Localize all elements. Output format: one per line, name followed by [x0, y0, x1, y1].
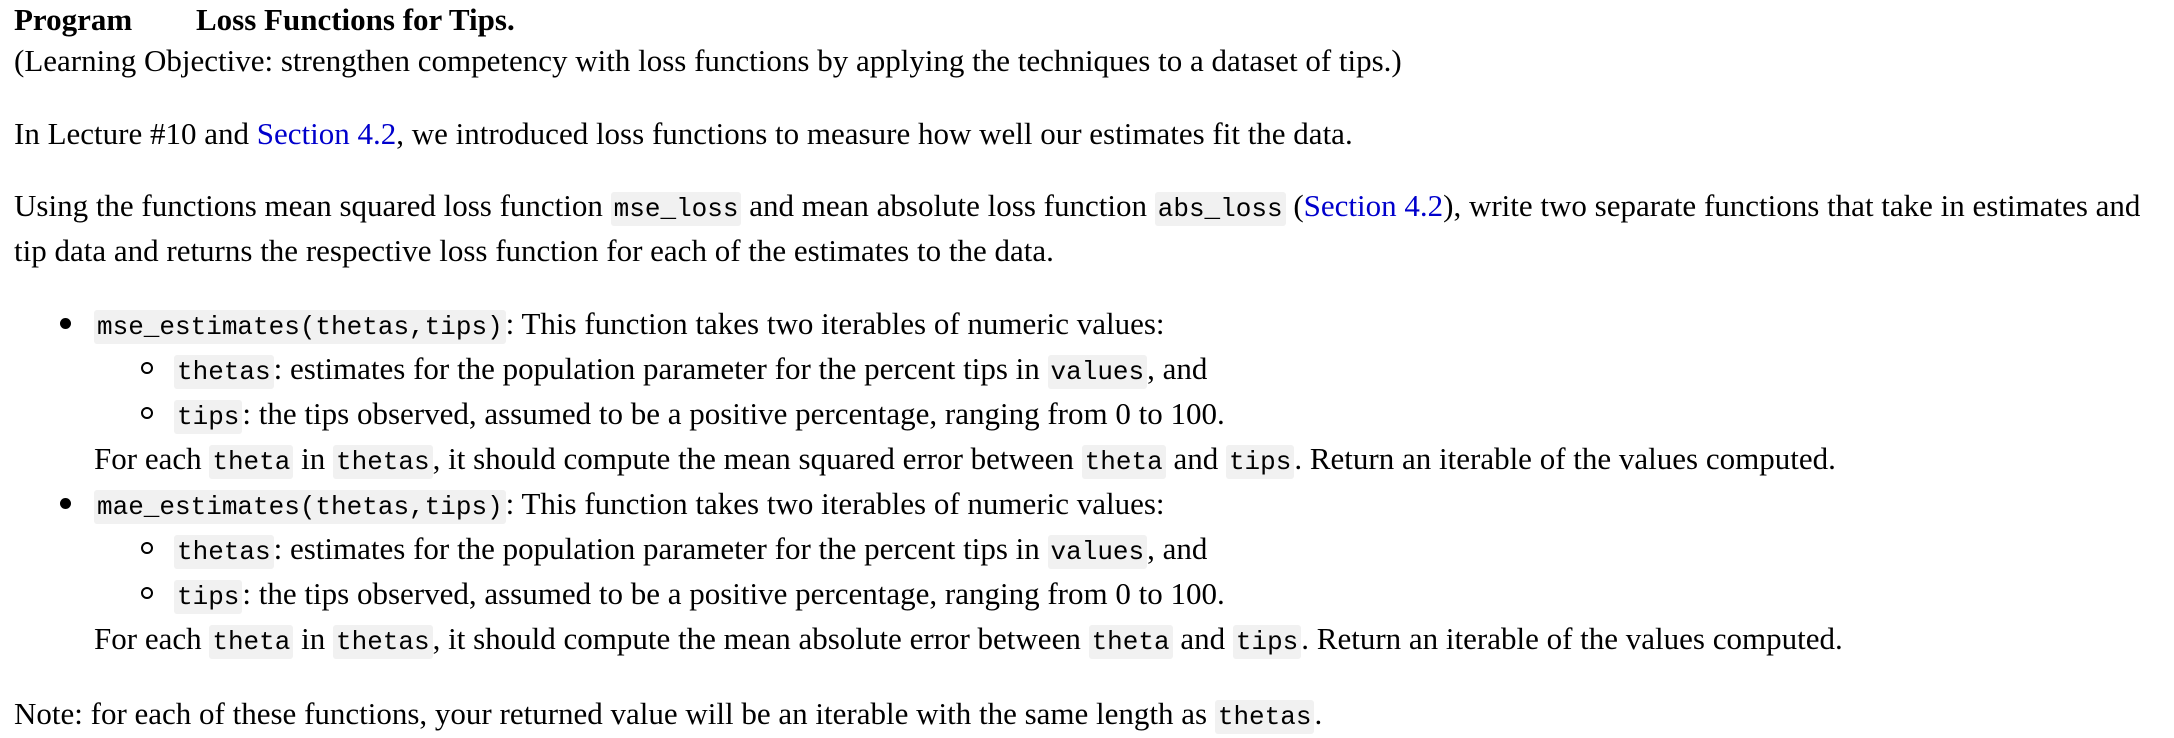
- program-label: Program: [14, 2, 133, 37]
- function-item-mse: mse_estimates(thetas,tips): This function takes two iterables of numeric values: thetas: estimates for the population parameter for the percent tips in values, and tips: the tips observed, assumed to be a positive percentage, ranging from 0 to 100. For each theta in thetas, it should compute the mean squared error between theta and tips. Return an iterable of the values computed.: [94, 303, 2160, 483]
- param-item: tips: the tips observed, assumed to be a positive percentage, ranging from 0 to 100.: [174, 573, 2160, 618]
- program-title: Loss Functions for Tips.: [196, 2, 515, 37]
- param-list: [94, 528, 2160, 618]
- param-item: thetas: estimates for the population parameter for the percent tips in values, and: [174, 348, 2160, 393]
- program-header: [14, 0, 2160, 40]
- param-item: thetas: estimates for the population parameter for the percent tips in values, and: [174, 528, 2160, 573]
- section-link[interactable]: Section 4.2: [1303, 188, 1444, 223]
- section-link[interactable]: Section 4.2: [256, 116, 397, 151]
- function-footer: For each theta in thetas, it should compute the mean squared error between theta and tips. Return an iterable of the values computed.: [94, 441, 1836, 477]
- function-signature: mse_estimates(thetas,tips): [94, 310, 506, 344]
- intro-paragraph: In Lecture #10 and Section 4.2, we introduced loss functions to measure how well our estimates fit the data.: [14, 116, 1353, 151]
- code-thetas: thetas: [1215, 700, 1315, 734]
- function-signature: mae_estimates(thetas,tips): [94, 490, 506, 524]
- note-paragraph: Note: for each of these functions, your returned value will be an iterable with the same length as thetas.: [14, 696, 1323, 732]
- function-list: [14, 303, 2160, 663]
- param-list: [94, 348, 2160, 438]
- param-item: tips: the tips observed, assumed to be a positive percentage, ranging from 0 to 100.: [174, 393, 2160, 438]
- function-footer: For each theta in thetas, it should compute the mean absolute error between theta and tips. Return an iterable of the values computed.: [94, 621, 1843, 657]
- learning-objective: (Learning Objective: strengthen competency with loss functions by applying the techniques to a dataset of tips.): [14, 43, 1402, 78]
- function-item-mae: mae_estimates(thetas,tips): This function takes two iterables of numeric values: thetas: estimates for the population parameter for the percent tips in values, and tips: the tips observed, assumed to be a positive percentage, ranging from 0 to 100. For each theta in thetas, it should compute the mean absolute error between theta and tips. Return an iterable of the values computed.: [94, 483, 2160, 663]
- instructions-paragraph: Using the functions mean squared loss function mse_loss and mean absolute loss function abs_loss (Section 4.2), write two separate functions that take in estimates and tip data and returns the respective loss function for each of the estimates to the data.: [14, 188, 2141, 268]
- code-mse-loss: mse_loss: [611, 192, 742, 226]
- code-abs-loss: abs_loss: [1155, 192, 1286, 226]
